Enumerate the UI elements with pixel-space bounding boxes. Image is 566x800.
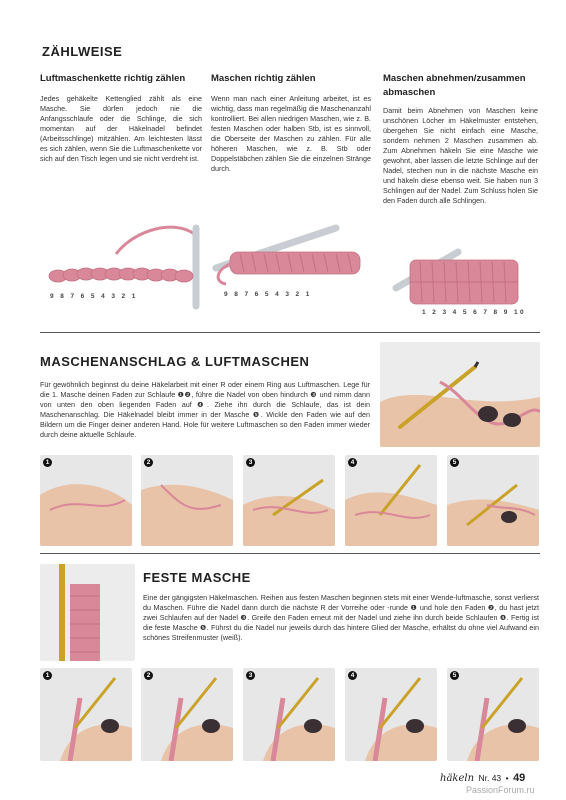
step-badge-2: 2 bbox=[144, 458, 153, 467]
issue-number: Nr. 43 bbox=[478, 773, 502, 783]
stitch-count-labels-3: 1 2 3 4 5 6 7 8 9 10 bbox=[422, 309, 527, 316]
circled-4: ❹ bbox=[499, 613, 507, 622]
page-footer bbox=[440, 768, 525, 786]
circled-5: ❺ bbox=[200, 623, 207, 632]
heading-maschen-zaehlen: Maschen richtig zählen bbox=[211, 73, 316, 84]
text-maschen-abnehmen: Damit beim Abnehmen von Maschen keine unschönen Löcher im Häkelmuster entstehen, übergehen Sie nicht einfach eine Masche, sondern nehmen 2 Maschen zusammen ab. Zum Abnehmen häkeln Sie eine Masche wie gewohnt, aber lassen die letzte Schlinge auf der Nadel, stechen nun in die nächste Masche ein und häkeln diese ebenso weit. Sie haben nun 3 Schlingen auf der Nadel. Zum Schluss holen Sie den Faden durch alle Schlingen. bbox=[383, 106, 538, 205]
anschlag-step-2-photo bbox=[141, 455, 233, 546]
step-badge-1: 1 bbox=[43, 458, 52, 467]
watermark: PassionForum.ru bbox=[466, 785, 535, 795]
section-title-zaehlweise: ZÄHLWEISE bbox=[42, 44, 123, 59]
divider-1 bbox=[40, 332, 540, 333]
divider-2 bbox=[40, 553, 540, 554]
circled-3: ❸ bbox=[310, 390, 318, 399]
step-badge-1: 1 bbox=[43, 671, 52, 680]
step-badge-3: 3 bbox=[246, 458, 255, 467]
anschlag-step-3-photo bbox=[243, 455, 335, 546]
text-feste-masche: Eine der gängigsten Häkelmaschen. Reihen aus festen Maschen beginnen stets mit einer Wende-luftmasche, sonst verlierst du Maschen. Führe die Nadel dann durch die nächste R der Vorreihe oder -runde ❶ und hole den Faden ❷, du hast jetzt zwei Schlaufen auf der Nadel ❸. Greife den Faden erneut mit der Nadel und ziehe ihn durch beide Schlaufen ❹. Fertig ist die feste Masche ❺. Führst du die Nadel nur jeweils durch das hintere Glied der Masche, erhältst du ohne viel Aufwand ein schönes Streifenmuster (weiß). bbox=[143, 593, 540, 642]
step-badge-3: 3 bbox=[246, 671, 255, 680]
chain-stitch-illustration bbox=[36, 218, 206, 318]
page-number: 49 bbox=[513, 772, 526, 784]
feste-step-4-photo bbox=[345, 668, 437, 761]
circled-3: ❸ bbox=[240, 613, 248, 622]
feste-step-2-photo bbox=[141, 668, 233, 761]
step-badge-5: 5 bbox=[450, 458, 459, 467]
text-maschen-zaehlen: Wenn man nach einer Anleitung arbeitet, ist es wichtig, dass man regelmäßig die Maschenanzahl kontrolliert. Bei allen niedrigen Maschen, wie z. B. festen Maschen oder halben Stb, ist es sinnvoll, die Oberseite der Maschen zu zählen. Für alle höheren Maschen, wie z. B. Stb oder Doppelstäbchen zählen Sie die einzelnen Stränge durch. bbox=[211, 94, 371, 173]
section-title-feste-masche: FESTE MASCHE bbox=[143, 570, 251, 585]
feste-masche-main-photo bbox=[40, 564, 135, 661]
circled-1: ❶ bbox=[177, 390, 185, 399]
circled-5: ❺ bbox=[252, 410, 261, 419]
step-badge-5: 5 bbox=[450, 671, 459, 680]
feste-step-3-photo bbox=[243, 668, 335, 761]
feste-step-5-photo bbox=[447, 668, 539, 761]
circled-2: ❷ bbox=[487, 603, 495, 612]
anschlag-step-4-photo bbox=[345, 455, 437, 546]
text-anschlag: Für gewöhnlich beginnst du deine Häkelarbeit mit einer R oder einem Ring aus Luftmaschen. Lege für die 1. Masche deinen Faden zur Schlaufe ❶❷, führe die Nadel von oben hindurch ❸ und nimm dann von unten den oben liegenden Faden auf ❹. Ziehe ihn durch die Schlaufe, das ist dein Maschenanschlag. Die Häkelnadel bleibt immer in der Masche ❺. Wickle den Faden wie auf den Bildern um die Finger deiner anderen Hand. Hole für weitere Luftmaschen so den Faden immer wieder durch deine aktuelle Schlaufe. bbox=[40, 380, 371, 439]
heading-maschen-abnehmen: Maschen abnehmen/zusammen abmaschen bbox=[383, 73, 526, 98]
feste-step-1-photo bbox=[40, 668, 132, 761]
circled-2: ❷ bbox=[184, 390, 192, 399]
stitch-row-illustration bbox=[206, 222, 376, 292]
anschlag-step-5-photo bbox=[447, 455, 539, 546]
circled-1: ❶ bbox=[410, 603, 418, 612]
stitch-count-labels-2: 9 8 7 6 5 4 3 2 1 bbox=[224, 291, 312, 298]
step-badge-4: 4 bbox=[348, 458, 357, 467]
footer-bullet: • bbox=[505, 773, 509, 783]
heading-luftmaschenkette: Luftmaschenkette richtig zählen bbox=[40, 73, 186, 84]
step-badge-2: 2 bbox=[144, 671, 153, 680]
decrease-illustration bbox=[388, 244, 528, 314]
text-luftmaschenkette: Jedes gehäkelte Kettenglied zählt als eine Masche. Sie dürfen jedoch nie die Anfangsschlaufe oder die Schlinge, die sich momentan auf der Häkelnadel befindet (Arbeitsschlinge) mitzählen. Am leichtesten lässt es sich zählen, wenn Sie die Luftmaschenkette vor sich auf den Tisch legen und sie nicht verdreht ist. bbox=[40, 94, 202, 163]
magazine-brand: häkeln bbox=[440, 773, 475, 784]
stitch-count-labels-1: 9 8 7 6 5 4 3 2 1 bbox=[50, 293, 138, 300]
anschlag-main-photo bbox=[380, 342, 540, 447]
anschlag-step-1-photo bbox=[40, 455, 132, 546]
section-title-anschlag: MASCHENANSCHLAG & LUFTMASCHEN bbox=[40, 354, 310, 369]
step-badge-4: 4 bbox=[348, 671, 357, 680]
circled-4: ❹ bbox=[197, 400, 208, 409]
